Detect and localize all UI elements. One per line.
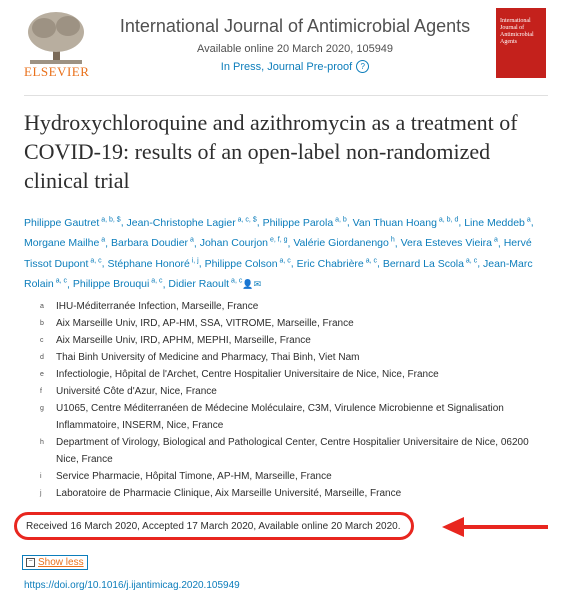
author-link[interactable] — [401, 237, 498, 249]
author-affiliation-sup: a, b — [333, 216, 347, 223]
author-name[interactable]: Johan Courjon — [199, 237, 269, 249]
author-link[interactable] — [297, 258, 377, 270]
affiliation-item — [40, 400, 540, 434]
affiliation-item — [40, 468, 540, 485]
author-list: Philippe Gautret $^{a, b, \$}$, Jean-Christophe Lagier $^{a, c, \$}$, Philippe Parola $^{a, b}$, Van Thuan Hoang $^{a, b, d}$, Line Meddeb $^a$, Morgane Mailhe $^a$, Barbara Doudier $^a$, Johan Courjon $^{e, f, g}$, Valérie Giordanengo $^h$, Vera Esteves Vieira $^a$, Hervé Tissot Dupont $^{a, c}$, Stéphane Honoré $^{i, j}$, Philippe Colson $^{a, c}$, Eric Chabrière $^{a, c}$, Bernard La Scola $^{a, c}$, Jean-Marc Rolain $^{a, c}$, Philippe Brouqui $^{a, c}$, Didier Raoult $^{a, c}$👤✉ — [24, 216, 534, 290]
affiliation-text: Thai Binh University of Medicine and Pharmacy, Thai Binh, Viet Nam — [56, 352, 360, 363]
author-affiliation-sup: a, c, $ — [235, 216, 257, 223]
author-affiliation-sup: a, b, d — [436, 216, 459, 223]
header-divider — [24, 95, 548, 96]
affiliation-text: Aix Marseille Univ, IRD, AP-HM, SSA, VITROME, Marseille, France — [56, 318, 354, 329]
affiliation-item — [40, 434, 540, 468]
author-link[interactable] — [111, 237, 194, 249]
author-link[interactable] — [200, 237, 288, 249]
author-affiliation-sup: a, c — [463, 257, 478, 264]
affiliation-letter: j — [40, 490, 42, 497]
author-name[interactable]: Line Meddeb — [464, 216, 525, 229]
affiliation-item — [40, 383, 540, 400]
author-affiliation-sup: a, c — [149, 277, 163, 285]
author-link[interactable] — [24, 217, 121, 229]
journal-title[interactable]: International Journal of Antimicrobial Agents — [119, 16, 471, 36]
author-link[interactable] — [263, 217, 347, 229]
author-name[interactable]: Hervé Tissot Dupont — [24, 237, 532, 270]
author-affiliation-sup: e, f, g — [268, 236, 288, 244]
affiliation-letter: a — [40, 303, 44, 310]
minus-icon: − — [26, 558, 35, 567]
author-name[interactable]: Philippe Parola — [262, 216, 334, 229]
affiliation-letter: i — [40, 473, 42, 480]
cover-title: International Journal of Antimicrobial Agents — [500, 18, 534, 45]
doi-link[interactable]: https://doi.org/10.1016/j.ijantimicag.2020.105949 — [24, 580, 240, 591]
show-less-label[interactable]: Show less — [38, 557, 84, 568]
author-affiliation-sup: h — [388, 236, 395, 244]
author-link[interactable] — [293, 237, 394, 249]
affiliation-text: Department of Virology, Biological and Pathological Center, Centre Hospitalier Universitaire de Nice, 06200 Nice, France — [56, 437, 529, 465]
author-link[interactable] — [24, 237, 105, 249]
author-name[interactable]: Jean-Christophe Lagier — [126, 216, 236, 229]
author-link[interactable] — [464, 217, 531, 229]
author-link[interactable] — [353, 217, 459, 229]
author-affiliation-sup: a, b, $ — [99, 216, 121, 223]
journal-header — [100, 16, 490, 75]
author-link[interactable] — [107, 258, 198, 270]
help-icon[interactable]: ? — [356, 60, 369, 73]
affiliation-text: Aix Marseille Univ, IRD, APHM, MEPHI, Marseille, France — [56, 335, 311, 346]
author-name[interactable]: Barbara Doudier — [110, 237, 189, 249]
author-name[interactable]: Eric Chabrière — [296, 257, 364, 270]
affiliation-text: Laboratoire de Pharmacie Clinique, Aix Marseille Université, Marseille, France — [56, 488, 402, 499]
author-name[interactable]: Didier Raoult — [168, 278, 230, 290]
author-affiliation-sup: a — [524, 216, 531, 223]
affiliation-item — [40, 349, 540, 366]
affiliation-text: IHU-Méditerranée Infection, Marseille, France — [56, 301, 259, 312]
journal-status-label[interactable]: In Press, Journal Pre-proof — [220, 60, 353, 73]
journal-cover-thumbnail[interactable] — [496, 8, 546, 78]
corresponding-icons[interactable] — [242, 279, 261, 289]
affiliation-item — [40, 315, 540, 332]
affiliation-item — [40, 485, 540, 502]
author-affiliation-sup: a, c — [363, 257, 377, 264]
affiliation-list — [40, 298, 540, 502]
author-link[interactable] — [205, 258, 291, 270]
author-name[interactable]: Vera Esteves Vieira — [400, 237, 493, 249]
author-affiliation-sup: a, c — [88, 257, 102, 264]
author-affiliation-sup: a — [492, 236, 498, 244]
annotation-arrow — [440, 515, 550, 539]
author-name[interactable]: Valérie Giordanengo — [293, 237, 389, 249]
author-name[interactable]: Bernard La Scola — [382, 257, 464, 270]
affiliation-text: Infectiologie, Hôpital de l'Archet, Centre Hospitalier Universitaire de Nice, Nice, France — [56, 369, 439, 380]
author-affiliation-sup: a — [99, 236, 106, 244]
author-name[interactable]: Stéphane Honoré — [107, 257, 190, 270]
affiliation-text: Université Côte d'Azur, Nice, France — [56, 386, 217, 397]
author-name[interactable]: Jean-Marc Rolain — [24, 257, 533, 290]
affiliation-letter: c — [40, 337, 44, 344]
affiliation-letter: f — [40, 388, 42, 395]
author-name[interactable]: Philippe Brouqui — [72, 278, 150, 290]
author-link[interactable] — [168, 278, 261, 290]
elsevier-wordmark: ELSEVIER — [24, 64, 90, 79]
author-affiliation-sup: a, c — [53, 277, 68, 285]
affiliation-item — [40, 366, 540, 383]
show-less-button[interactable] — [22, 555, 88, 570]
affiliation-letter: g — [40, 405, 44, 412]
journal-status-link[interactable] — [221, 60, 369, 73]
author-affiliation-sup: a, c — [277, 257, 291, 264]
author-link[interactable] — [383, 258, 477, 270]
author-affiliation-sup: a — [188, 236, 194, 244]
affiliation-letter: b — [40, 320, 44, 327]
affiliation-letter: h — [40, 439, 44, 446]
affiliation-letter: e — [40, 371, 44, 378]
mail-icon[interactable]: ✉ — [253, 279, 262, 289]
affiliation-text: U1065, Centre Méditerranéen de Médecine Moléculaire, C3M, Virulence Microbienne et Signalisation Inflammatoire, INSERM, Nice, France — [56, 403, 504, 431]
author-name[interactable]: Philippe Colson — [204, 257, 278, 270]
author-name[interactable]: Morgane Mailhe — [24, 237, 100, 249]
author-affiliation-sup: i, j — [189, 257, 199, 264]
affiliation-letter: d — [40, 354, 44, 361]
affiliation-item — [40, 332, 540, 349]
article-title: Hydroxychloroquine and azithromycin as a treatment of COVID-19: results of an open-label non-randomized clinical trial — [24, 110, 518, 193]
affiliation-item — [40, 298, 540, 315]
author-link[interactable] — [127, 217, 257, 229]
person-icon[interactable]: 👤 — [242, 279, 254, 289]
received-dates: Received 16 March 2020, Accepted 17 March 2020, Available online 20 March 2020. — [26, 521, 401, 532]
author-name[interactable]: Philippe Gautret — [24, 216, 100, 229]
author-link[interactable] — [73, 278, 163, 290]
availability-text: Available online 20 March 2020, 105949 — [196, 43, 394, 55]
author-affiliation-sup: a, c — [229, 277, 243, 285]
author-name[interactable]: Van Thuan Hoang — [352, 216, 437, 229]
affiliation-text: Service Pharmacie, Hôpital Timone, AP-HM, Marseille, France — [56, 471, 332, 482]
